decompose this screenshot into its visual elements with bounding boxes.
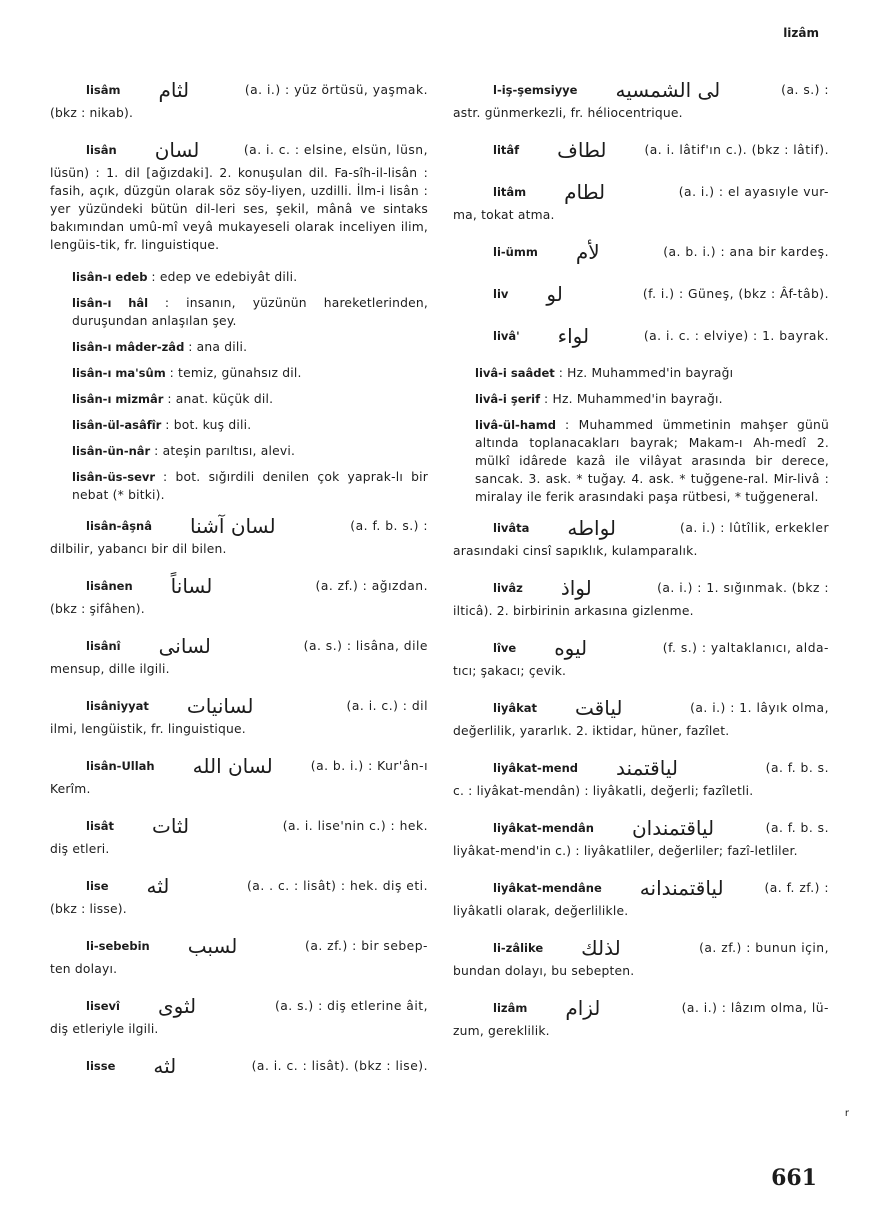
- entry-grammar-note: (a. s.) : lisâna, dile: [303, 639, 428, 653]
- entry-head-line: [50, 632, 428, 660]
- entry-grammar-note: (a. i. c. : elsine, elsün, lüsn,: [243, 143, 428, 157]
- entry-arabic-script: لواء: [557, 324, 590, 348]
- entry-grammar-note: (a. i.) : yüz örtüsü, yaşmak.: [244, 83, 428, 97]
- subentry-definition: : edep ve edebiyât dili.: [151, 270, 298, 284]
- entry-definition: (bkz : şifâhen).: [50, 602, 145, 616]
- entry-arabic-script: لسبب: [187, 934, 238, 958]
- entry-head-line: [453, 994, 829, 1022]
- entry-arabic-script: لياقتمندانه: [639, 876, 724, 900]
- dictionary-entry: [50, 692, 428, 738]
- entry-head-line: [453, 178, 829, 206]
- entry-headword: livâ': [493, 329, 520, 343]
- entry-arabic-script: لى الشمسيه: [615, 78, 721, 102]
- entry-definition: dilbilir, yabancı bir dil bilen.: [50, 542, 227, 556]
- entry-definition: ma, tokat atma.: [453, 208, 555, 222]
- entry-definition: diş etleri.: [50, 842, 110, 856]
- entry-arabic-script: لسانيات: [186, 694, 254, 718]
- entry-grammar-note: (f. s.) : yaltaklanıcı, alda-: [662, 641, 829, 655]
- dictionary-entry: [453, 514, 829, 560]
- entry-grammar-note: (a. i.) : 1. sığınmak. (bkz :: [657, 581, 829, 595]
- entry-head-line: [453, 280, 829, 308]
- entry-arabic-script: لياقت: [575, 696, 623, 720]
- subentry-definition: : Muhammed ümmetinin mahşer günü altında toplanacakları bayrak; Makam-ı Ah-medî 2. mülkî idârede kazâ ile vilâyat arasında bir derece, sancak. 3. ask. * tuğay. 4. ask. * tuğgene-ral. Mir-livâ : miralay ile ferik arasındaki paşa rütbesi, * tuğgeneral.: [475, 418, 829, 504]
- dictionary-entry: [50, 872, 428, 918]
- entry-headword: livâta: [493, 521, 530, 535]
- entry-definition: bundan dolayı, bu sebepten.: [453, 964, 635, 978]
- entry-definition: liyâkatli olarak, değerlilikle.: [453, 904, 629, 918]
- entry-headword: lisâm: [86, 83, 121, 97]
- subentry-definition: : bot. kuş dili.: [165, 418, 252, 432]
- subentry-headword: lisân-ı mâder-zâd: [72, 340, 185, 354]
- stray-mark: r: [844, 1108, 849, 1119]
- entry-head-line: [50, 1052, 428, 1080]
- entry-arabic-script: لياقتمندان: [631, 816, 715, 840]
- entry-definition: (bkz : nikab).: [50, 106, 134, 120]
- entry-arabic-script: لواطه: [567, 516, 617, 540]
- entry-head-line: [50, 812, 428, 840]
- entry-headword: liyâkat-mend: [493, 761, 579, 775]
- subentry-definition: : Hz. Muhammed'in bayrağı.: [544, 392, 723, 406]
- entry-headword: lisân-Ullah: [86, 759, 155, 773]
- dictionary-entry: [50, 136, 428, 254]
- entry-arabic-script: لثه: [146, 874, 170, 898]
- dictionary-subentry: [50, 294, 428, 330]
- entry-arabic-script: لو: [546, 282, 563, 306]
- dictionary-entry: [50, 632, 428, 678]
- subentry-definition: : Hz. Muhammed'in bayrağı: [558, 366, 734, 380]
- subentry-definition: : temiz, günahsız dil.: [169, 366, 302, 380]
- dictionary-entry: [453, 874, 829, 920]
- entry-head-line: [50, 136, 428, 164]
- entry-grammar-note: (a. zf.) : bunun için,: [699, 941, 829, 955]
- entry-headword: litâm: [493, 185, 527, 199]
- dictionary-subentry: [453, 390, 829, 408]
- subentry-headword: lisân-ı edeb: [72, 270, 148, 284]
- subentry-headword: lisân-ün-nâr: [72, 444, 151, 458]
- entry-head-line: [50, 932, 428, 960]
- dictionary-entry: [453, 694, 829, 740]
- entry-grammar-note: (a. . c. : lisât) : hek. diş eti.: [246, 879, 428, 893]
- dictionary-entry: [453, 634, 829, 680]
- entry-grammar-note: (f. i.) : Güneş, (bkz : Âf-tâb).: [642, 287, 829, 301]
- dictionary-entry: [453, 574, 829, 620]
- entry-headword: lisânen: [86, 579, 133, 593]
- entry-definition: Kerîm.: [50, 782, 91, 796]
- entry-grammar-note: (a. i.) : 1. lâyık olma,: [690, 701, 829, 715]
- dictionary-entry: [50, 572, 428, 618]
- entry-grammar-note: (a. b. i.) : ana bir kardeş.: [663, 245, 829, 259]
- entry-grammar-note: (a. f. b. s.: [765, 821, 829, 835]
- dictionary-entry: [50, 76, 428, 122]
- entry-grammar-note: (a. i. c. : elviye) : 1. bayrak.: [643, 329, 829, 343]
- dictionary-entry: [50, 512, 428, 558]
- entry-headword: liv: [493, 287, 509, 301]
- dictionary-entry: [453, 178, 829, 224]
- entry-head-line: [453, 814, 829, 842]
- entry-head-line: [453, 322, 829, 350]
- entry-headword: l-iş-şemsiyye: [493, 83, 578, 97]
- entry-headword: liyâkat: [493, 701, 538, 715]
- subentry-headword: lisân-ül-asâfîr: [72, 418, 162, 432]
- entry-grammar-note: (a. i.) : lâzım olma, lü-: [681, 1001, 829, 1015]
- entry-definition: diş etleriyle ilgili.: [50, 1022, 159, 1036]
- dictionary-subentry: [453, 416, 829, 506]
- entry-arabic-script: لسان: [154, 138, 200, 162]
- entry-arabic-script: لواذ: [560, 576, 592, 600]
- entry-definition: tıcı; şakacı; çevik.: [453, 664, 567, 678]
- dictionary-subentry: [50, 364, 428, 382]
- entry-headword: li-zâlike: [493, 941, 544, 955]
- entry-headword: li-sebebin: [86, 939, 150, 953]
- subentry-headword: lisân-ı hâl: [72, 296, 149, 310]
- entry-headword: lisât: [86, 819, 114, 833]
- dictionary-entry: [50, 752, 428, 798]
- entry-arabic-script: لطاف: [557, 138, 607, 162]
- entry-headword: lise: [86, 879, 109, 893]
- subentry-headword: lisân-ı ma'sûm: [72, 366, 166, 380]
- entry-head-line: [453, 754, 829, 782]
- entry-arabic-script: لسان الله: [192, 754, 273, 778]
- entry-grammar-note: (a. zf.) : ağızdan.: [315, 579, 428, 593]
- entry-grammar-note: (a. i. c.) : dil: [346, 699, 428, 713]
- entry-headword: lisân-âşnâ: [86, 519, 153, 533]
- entry-arabic-script: لأم: [575, 240, 600, 264]
- entry-arabic-script: لياقتمند: [616, 756, 678, 780]
- entry-arabic-script: لثام: [158, 78, 190, 102]
- dictionary-entry: [453, 934, 829, 980]
- entry-headword: lisân: [86, 143, 117, 157]
- entry-arabic-script: لطام: [564, 180, 606, 204]
- entry-headword: lisse: [86, 1059, 116, 1073]
- entry-definition: değerlilik, yararlık. 2. iktidar, hüner, fazîlet.: [453, 724, 730, 738]
- dictionary-entry: [50, 1052, 428, 1080]
- entry-definition: liyâkat-mend'in c.) : liyâkatliler, değerliler; fazî-letliler.: [453, 844, 798, 858]
- left-column: [50, 76, 428, 1094]
- subentry-definition: : bot. sığırdili denilen çok yaprak-lı bir nebat (* bitki).: [72, 470, 428, 502]
- entry-definition: (bkz : lisse).: [50, 902, 127, 916]
- entry-arabic-script: لذلك: [581, 936, 621, 960]
- dictionary-entry: [453, 814, 829, 860]
- entry-grammar-note: (a. i. lise'nin c.) : hek.: [282, 819, 428, 833]
- entry-headword: lîve: [493, 641, 517, 655]
- entry-head-line: [50, 752, 428, 780]
- dictionary-entry: [453, 238, 829, 266]
- subentry-definition: : ana dili.: [188, 340, 248, 354]
- entry-arabic-script: لسان آشنا: [190, 514, 276, 538]
- dictionary-entry: [453, 76, 829, 122]
- entry-definition: c. : liyâkat-mendân) : liyâkatli, değerli; fazîletli.: [453, 784, 754, 798]
- right-column: [453, 76, 829, 1054]
- entry-head-line: [453, 574, 829, 602]
- entry-head-line: [453, 694, 829, 722]
- running-head: lizâm: [783, 26, 819, 40]
- entry-arabic-script: لساناً: [170, 574, 213, 598]
- entry-definition: zum, gereklilik.: [453, 1024, 550, 1038]
- entry-arabic-script: لزام: [565, 996, 601, 1020]
- dictionary-entry: [453, 994, 829, 1040]
- entry-grammar-note: (a. b. i.) : Kur'ân-ı: [310, 759, 428, 773]
- dictionary-entry: [50, 812, 428, 858]
- dictionary-subentry: [50, 468, 428, 504]
- subentry-headword: lisân-ı mizmâr: [72, 392, 164, 406]
- entry-head-line: [453, 634, 829, 662]
- entry-definition: ilticâ). 2. birbirinin arkasına gizlenme.: [453, 604, 694, 618]
- page-number: 661: [771, 1165, 817, 1191]
- entry-definition: arasındaki cinsî sapıklık, kulamparalık.: [453, 544, 698, 558]
- dictionary-subentry: [50, 442, 428, 460]
- dictionary-entry: [50, 992, 428, 1038]
- entry-definition: mensup, dille ilgili.: [50, 662, 170, 676]
- dictionary-subentry: [50, 268, 428, 286]
- entry-headword: lizâm: [493, 1001, 528, 1015]
- dictionary-entry: [453, 280, 829, 308]
- entry-headword: lisevî: [86, 999, 120, 1013]
- entry-arabic-script: ليوه: [554, 636, 588, 660]
- subentry-headword: livâ-i şerif: [475, 392, 541, 406]
- dictionary-subentry: [50, 338, 428, 356]
- dictionary-entry: [453, 322, 829, 350]
- entry-head-line: [50, 992, 428, 1020]
- entry-grammar-note: (a. i.) : lûtîlik, erkekler: [680, 521, 829, 535]
- entry-headword: liyâkat-mendâne: [493, 881, 602, 895]
- dictionary-entry: [453, 136, 829, 164]
- entry-head-line: [453, 934, 829, 962]
- subentry-headword: lisân-üs-sevr: [72, 470, 156, 484]
- entry-headword: litâf: [493, 143, 520, 157]
- subentry-definition: : insanın, yüzünün hareketlerinden, duruşundan anlaşılan şey.: [72, 296, 428, 328]
- subentry-definition: : ateşin parıltısı, alevi.: [154, 444, 296, 458]
- entry-headword: livâz: [493, 581, 523, 595]
- entry-headword: liyâkat-mendân: [493, 821, 594, 835]
- entry-headword: lisânî: [86, 639, 121, 653]
- entry-head-line: [453, 136, 829, 164]
- entry-head-line: [50, 572, 428, 600]
- entry-arabic-script: لسانى: [158, 634, 211, 658]
- entry-head-line: [50, 872, 428, 900]
- entry-grammar-note: (a. i.) : el ayasıyle vur-: [678, 185, 829, 199]
- entry-head-line: [453, 514, 829, 542]
- entry-definition: ten dolayı.: [50, 962, 118, 976]
- dictionary-subentry: [453, 364, 829, 382]
- entry-grammar-note: (a. i. lâtif'ın c.). (bkz : lâtif).: [644, 143, 829, 157]
- subentry-definition: : anat. küçük dil.: [167, 392, 274, 406]
- entry-arabic-script: لثوى: [157, 994, 197, 1018]
- entry-headword: li-ümm: [493, 245, 538, 259]
- entry-grammar-note: (a. zf.) : bir sebep-: [305, 939, 428, 953]
- entry-head-line: [453, 238, 829, 266]
- subentry-headword: livâ-i saâdet: [475, 366, 555, 380]
- subentry-headword: livâ-ül-hamd: [475, 418, 556, 432]
- entry-definition: astr. günmerkezli, fr. héliocentrique.: [453, 106, 683, 120]
- entry-head-line: [50, 512, 428, 540]
- entry-head-line: [50, 692, 428, 720]
- entry-grammar-note: (a. s.) :: [781, 83, 829, 97]
- entry-arabic-script: لثات: [152, 814, 190, 838]
- dictionary-subentry: [50, 416, 428, 434]
- entry-head-line: [453, 874, 829, 902]
- entry-definition: lüsün) : 1. dil [ağızdaki]. 2. konuşulan dil. Fa-sîh-il-lisân : fasih, açık, düzgün olarak söz söy-liyen, uzdilli. İlm-i lisân : yer yüzündeki bütün dil-leri ses, şekil, mânâ ve sintaks bakımından umû-mî veyâ mukayeseli olarak inceliyen ilim, lengüis-tik, fr. linguistique.: [50, 166, 428, 252]
- entry-grammar-note: (a. f. b. s.: [765, 761, 829, 775]
- dictionary-entry: [50, 932, 428, 978]
- entry-definition: ilmi, lengüistik, fr. linguistique.: [50, 722, 246, 736]
- entry-grammar-note: (a. i. c. : lisât). (bkz : lise).: [251, 1059, 428, 1073]
- dictionary-entry: [453, 754, 829, 800]
- entry-grammar-note: (a. f. b. s.) :: [350, 519, 428, 533]
- entry-headword: lisâniyyat: [86, 699, 149, 713]
- dictionary-subentry: [50, 390, 428, 408]
- entry-grammar-note: (a. s.) : diş etlerine âit,: [274, 999, 428, 1013]
- entry-head-line: [50, 76, 428, 104]
- entry-arabic-script: لثه: [153, 1054, 177, 1078]
- entry-head-line: [453, 76, 829, 104]
- entry-grammar-note: (a. f. zf.) :: [764, 881, 829, 895]
